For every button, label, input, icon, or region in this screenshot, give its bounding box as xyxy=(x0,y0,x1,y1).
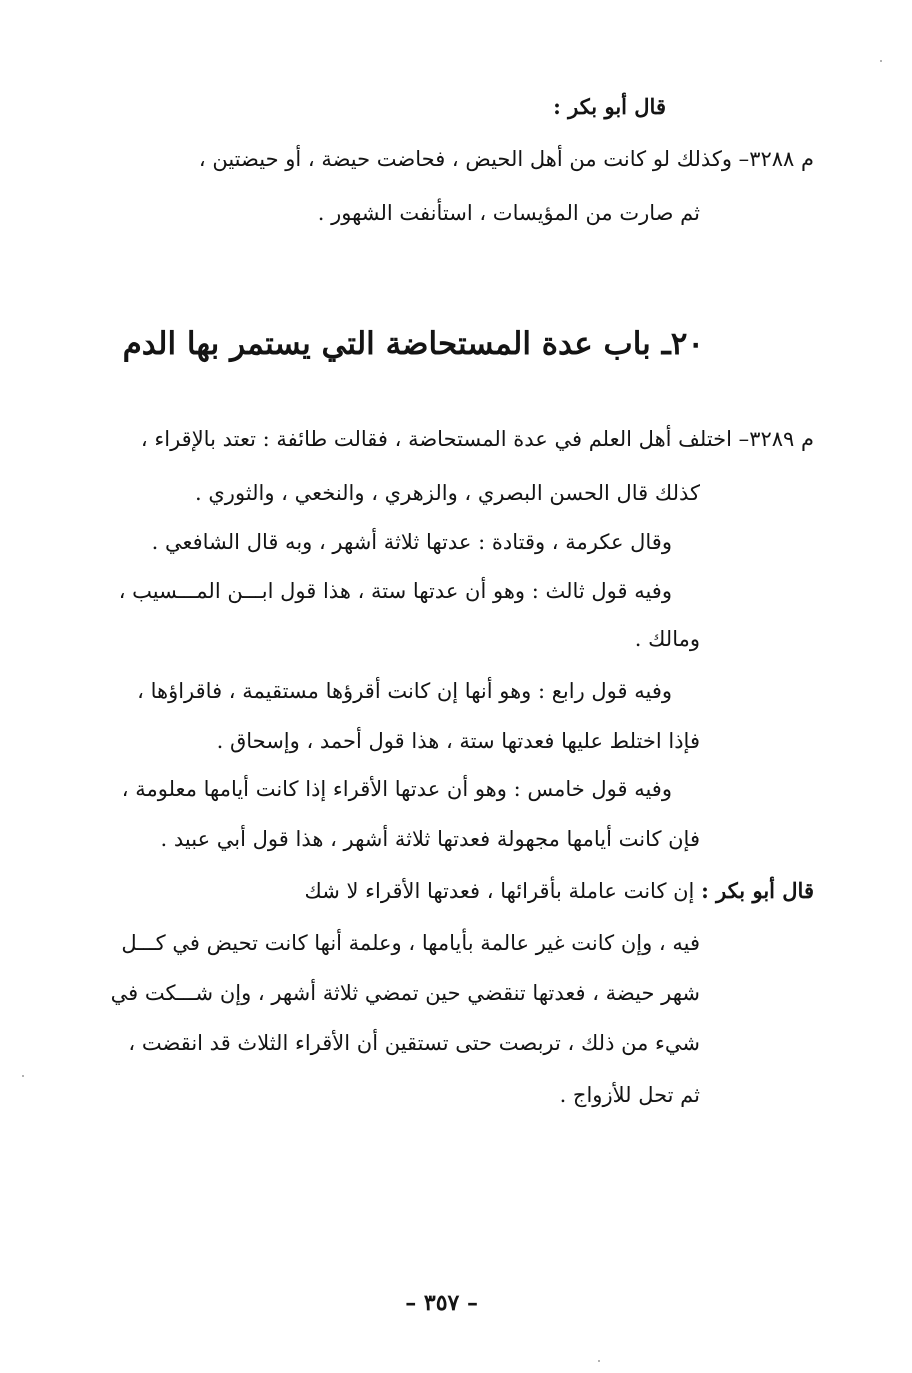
paragraph-3288-line-1: م ٣٢٨٨– وكذلك لو كانت من أهل الحيض ، فحاضت حيضة ، أو حيضتين ، xyxy=(198,147,814,171)
conclusion-speaker: قال أبو بكر : xyxy=(701,878,814,903)
opinion-four-line-2: فإذا اختلط عليها فعدتها ستة ، هذا قول أحمد ، وإسحاق . xyxy=(216,729,700,753)
opinion-two: وقال عكرمة ، وقتادة : عدتها ثلاثة أشهر ، وبه قال الشافعي . xyxy=(151,530,672,554)
opinion-three-line-2: ومالك . xyxy=(634,627,700,651)
paragraph-3289-line-2: كذلك قال الحسن البصري ، والزهري ، والنخعي ، والثوري . xyxy=(195,481,700,505)
opinion-four-line-1: وفيه قول رابع : وهو أنها إن كانت أقرؤها مستقيمة ، فاقراؤها ، xyxy=(137,679,672,703)
conclusion-line-5: ثم تحل للأزواج . xyxy=(559,1083,700,1107)
page-number: – ٣٥٧ – xyxy=(405,1290,478,1316)
opinion-five-line-1: وفيه قول خامس : وهو أن عدتها الأقراء إذا كانت أيامها معلومة ، xyxy=(121,777,672,801)
conclusion-line-3: شهر حيضة ، فعدتها تنقضي حين تمضي ثلاثة أشهر ، وإن شـــكت في xyxy=(110,981,700,1005)
paragraph-3288-line-2: ثم صارت من المؤيسات ، استأنفت الشهور . xyxy=(317,201,700,225)
opinion-three-line-1: وفيه قول ثالث : وهو أن عدتها ستة ، هذا قول ابـــن المـــسيب ، xyxy=(118,579,672,603)
scan-speck xyxy=(598,1360,600,1362)
scan-speck xyxy=(880,60,882,62)
speaker-abu-bakr: قال أبو بكر : xyxy=(553,94,666,119)
conclusion-line-4: شيء من ذلك ، تربصت حتى تستقين أن الأقراء الثلاث قد انقضت ، xyxy=(128,1031,700,1055)
chapter-title: ٢٠ـ باب عدة المستحاضة التي يستمر بها الدم xyxy=(122,326,704,362)
conclusion-line-1 xyxy=(305,876,814,906)
opinion-five-line-2: فإن كانت أيامها مجهولة فعدتها ثلاثة أشهر ، هذا قول أبي عبيد . xyxy=(160,827,700,851)
conclusion-first-line-text: إن كانت عاملة بأقرائها ، فعدتها الأقراء لا شك xyxy=(304,879,695,903)
paragraph-3289-line-1: م ٣٢٨٩– اختلف أهل العلم في عدة المستحاضة ، فقالت طائفة : تعتد بالإقراء ، xyxy=(140,427,814,451)
scan-speck xyxy=(22,1075,24,1077)
conclusion-line-2: فيه ، وإن كانت غير عالمة بأيامها ، وعلمة أنها كانت تحيض في كـــل xyxy=(121,931,700,955)
